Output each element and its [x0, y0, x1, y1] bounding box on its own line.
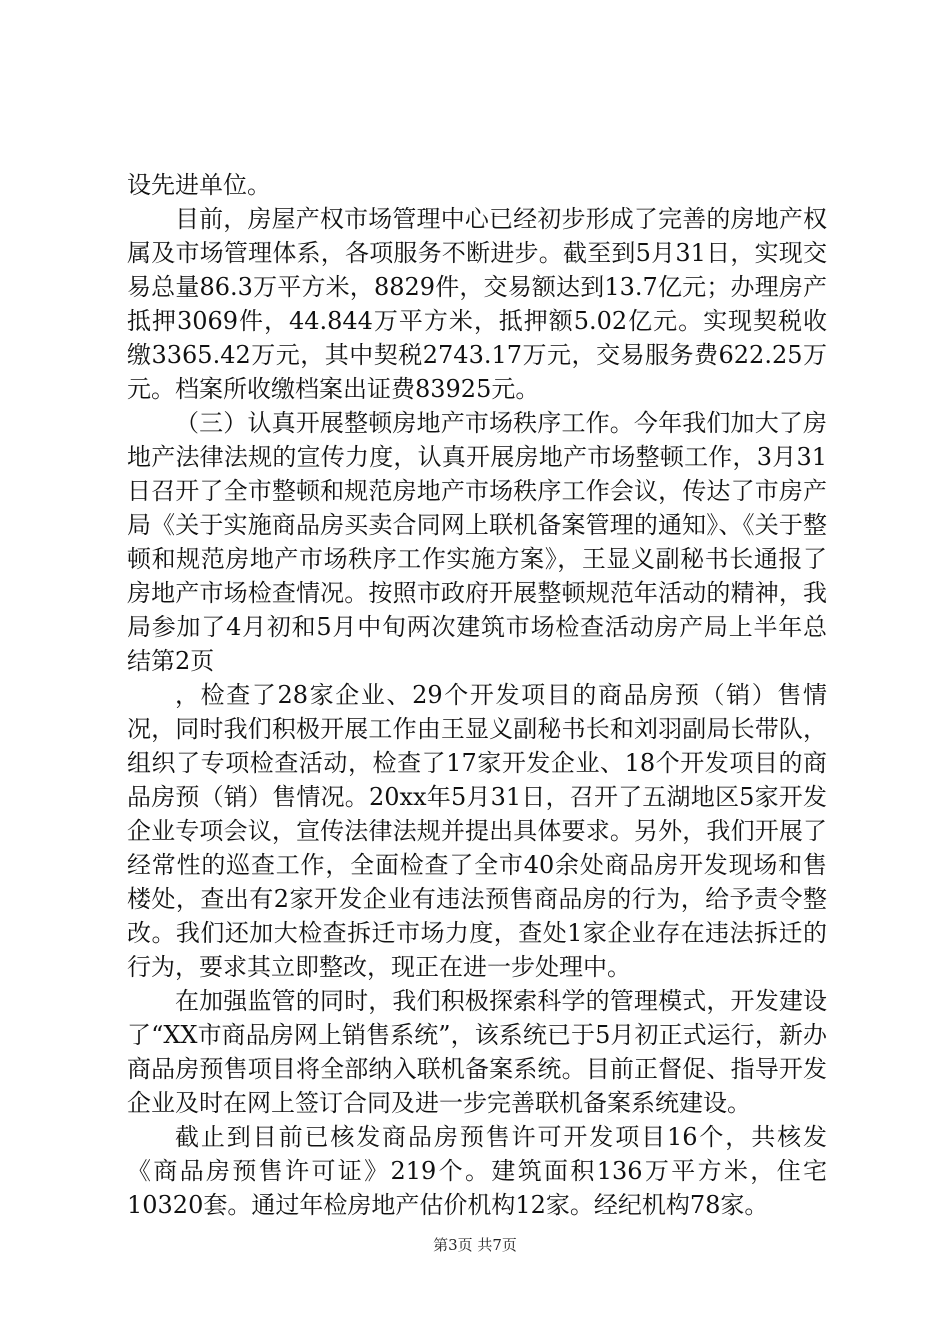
- paragraph-online-sales-system: 在加强监管的同时，我们积极探索科学的管理模式，开发建设了“XX市商品房网上销售系统”，该系统已于5月初正式运行，新办商品房预售项目将全部纳入联机备案系统。目前正督促、指导开发企业及时在网上签订合同及进一步完善联机备案系统建设。: [127, 987, 827, 1117]
- paragraph-continuation: 设先进单位。: [127, 171, 271, 199]
- paragraph-presale-permits: 截止到目前已核发商品房预售许可开发项目16个，共核发《商品房预售许可证》219个。建筑面积136万平方米，住宅10320套。通过年检房地产估价机构12家。经纪机构78家。: [127, 1123, 827, 1219]
- paragraph-market-order-rectification: （三）认真开展整顿房地产市场秩序工作。今年我们加大了房地产法律法规的宣传力度，认真开展房地产市场整顿工作，3月31日召开了全市整顿和规范房地产市场秩序工作会议，传达了市房产局《关于实施商品房买卖合同网上联机备案管理的通知》、《关于整顿和规范房地产市场秩序工作实施方案》，王显义副秘书长通报了房地产市场检查情况。按照市政府开展整顿规范年活动的精神，我局参加了4月初和5月中旬两次建筑市场检查活动房产局上半年总结第2页: [127, 409, 827, 675]
- document-body: [127, 168, 827, 1222]
- page-number-footer: 第3页 共7页: [433, 1236, 517, 1254]
- paragraph-inspection-results: ，检查了28家企业、29个开发项目的商品房预（销）售情况，同时我们积极开展工作由王显义副秘书长和刘羽副局长带队，组织了专项检查活动，检查了17家开发企业、18个开发项目的商品房预（销）售情况。20xx年5月31日，召开了五湖地区5家开发企业专项会议，宣传法律法规并提出具体要求。另外，我们开展了经常性的巡查工作，全面检查了全市40余处商品房开发现场和售楼处，查出有2家开发企业有违法预售商品房的行为，给予责令整改。我们还加大检查拆迁市场力度，查处1家企业存在违法拆迁的行为，要求其立即整改，现正在进一步处理中。: [127, 681, 827, 981]
- paragraph-market-management: 目前，房屋产权市场管理中心已经初步形成了完善的房地产权属及市场管理体系，各项服务不断进步。截至到5月31日，实现交易总量86.3万平方米，8829件，交易额达到13.7亿元；办理房产抵押3069件，44.844万平方米，抵押额5.02亿元。实现契税收缴3365.42万元，其中契税2743.17万元，交易服务费622.25万元。档案所收缴档案出证费83925元。: [127, 205, 827, 403]
